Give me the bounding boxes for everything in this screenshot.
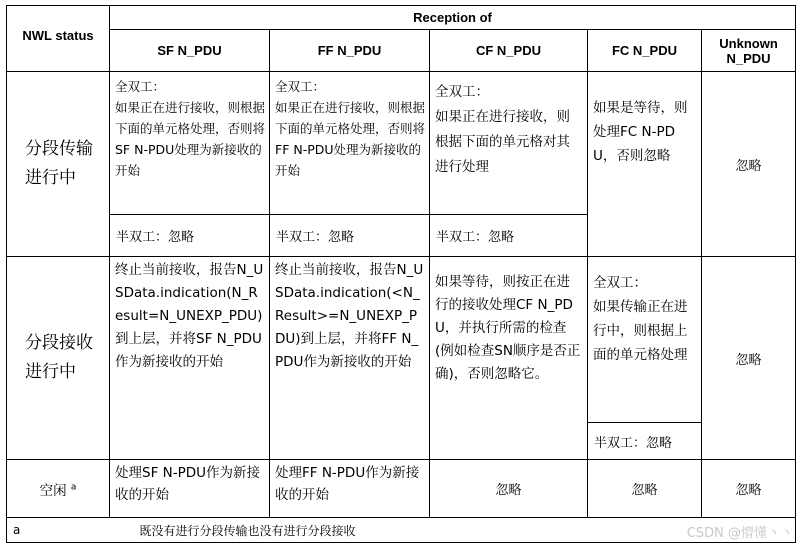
footnote-mark: a [7, 518, 110, 543]
transmit-fc: 如果是等待，则处理FC N-PDU，否则忽略 [588, 72, 702, 257]
transmit-cf-full-duplex: 全双工： 如果正在进行接收，则根据下面的单元格对其进行处理 [430, 72, 588, 215]
status-idle-label: 空闲 [39, 482, 67, 499]
status-segmented-transmit: 分段传输 进行中 [7, 72, 110, 257]
transmit-sf-full-duplex: 全双工： 如果正在进行接收，则根据下面的单元格处理，否则将SF N-PDU处理为新接收的开始 [110, 72, 270, 215]
header-unknown-npdu: Unknown N_PDU [702, 30, 796, 72]
status-segmented-receive: 分段接收 进行中 [7, 257, 110, 460]
footnote-text: 既没有进行分段传输也没有进行分段接收 [110, 518, 796, 543]
transmit-ff-half-duplex: 半双工：忽略 [270, 215, 430, 257]
header-nwl-status: NWL status [7, 6, 110, 72]
receive-fc-half-duplex: 半双工：忽略 [588, 423, 702, 460]
idle-ff: 处理FF N-PDU作为新接收的开始 [270, 460, 430, 518]
transmit-unknown: 忽略 [702, 72, 796, 257]
watermark: CSDN @懵懂丶丶 [686, 526, 793, 541]
nwl-status-table [6, 5, 796, 543]
receive-ff: 终止当前接收，报告N_USData.indication(<N_Result>=N_UNEXP_PDU)到上层，并将FF N_PDU作为新接收的开始 [270, 257, 430, 460]
transmit-ff-full-duplex: 全双工： 如果正在进行接收，则根据下面的单元格处理，否则将FF N-PDU处理为新接收的开始 [270, 72, 430, 215]
header-ff-npdu: FF N_PDU [270, 30, 430, 72]
header-reception-of: Reception of [110, 6, 796, 30]
status-idle-footnote-mark: a [70, 482, 77, 492]
header-cf-npdu: CF N_PDU [430, 30, 588, 72]
receive-cf: 如果等待，则按正在进行的接收处理CF N_PDU，并执行所需的检查(例如检查SN顺序是否正确)，否则忽略它。 [430, 257, 588, 460]
idle-unknown: 忽略 [702, 460, 796, 518]
receive-sf: 终止当前接收，报告N_USData.indication(N_Result=N_UNEXP_PDU)到上层，并将SF N_PDU作为新接收的开始 [110, 257, 270, 460]
transmit-sf-half-duplex: 半双工：忽略 [110, 215, 270, 257]
receive-fc-full-duplex: 全双工： 如果传输正在进行中，则根据上面的单元格处理 [588, 257, 702, 423]
header-sf-npdu: SF N_PDU [110, 30, 270, 72]
idle-sf: 处理SF N-PDU作为新接收的开始 [110, 460, 270, 518]
transmit-cf-half-duplex: 半双工：忽略 [430, 215, 588, 257]
idle-cf: 忽略 [430, 460, 588, 518]
header-fc-npdu: FC N_PDU [588, 30, 702, 72]
idle-fc: 忽略 [588, 460, 702, 518]
status-idle [7, 460, 110, 518]
receive-unknown: 忽略 [702, 257, 796, 460]
